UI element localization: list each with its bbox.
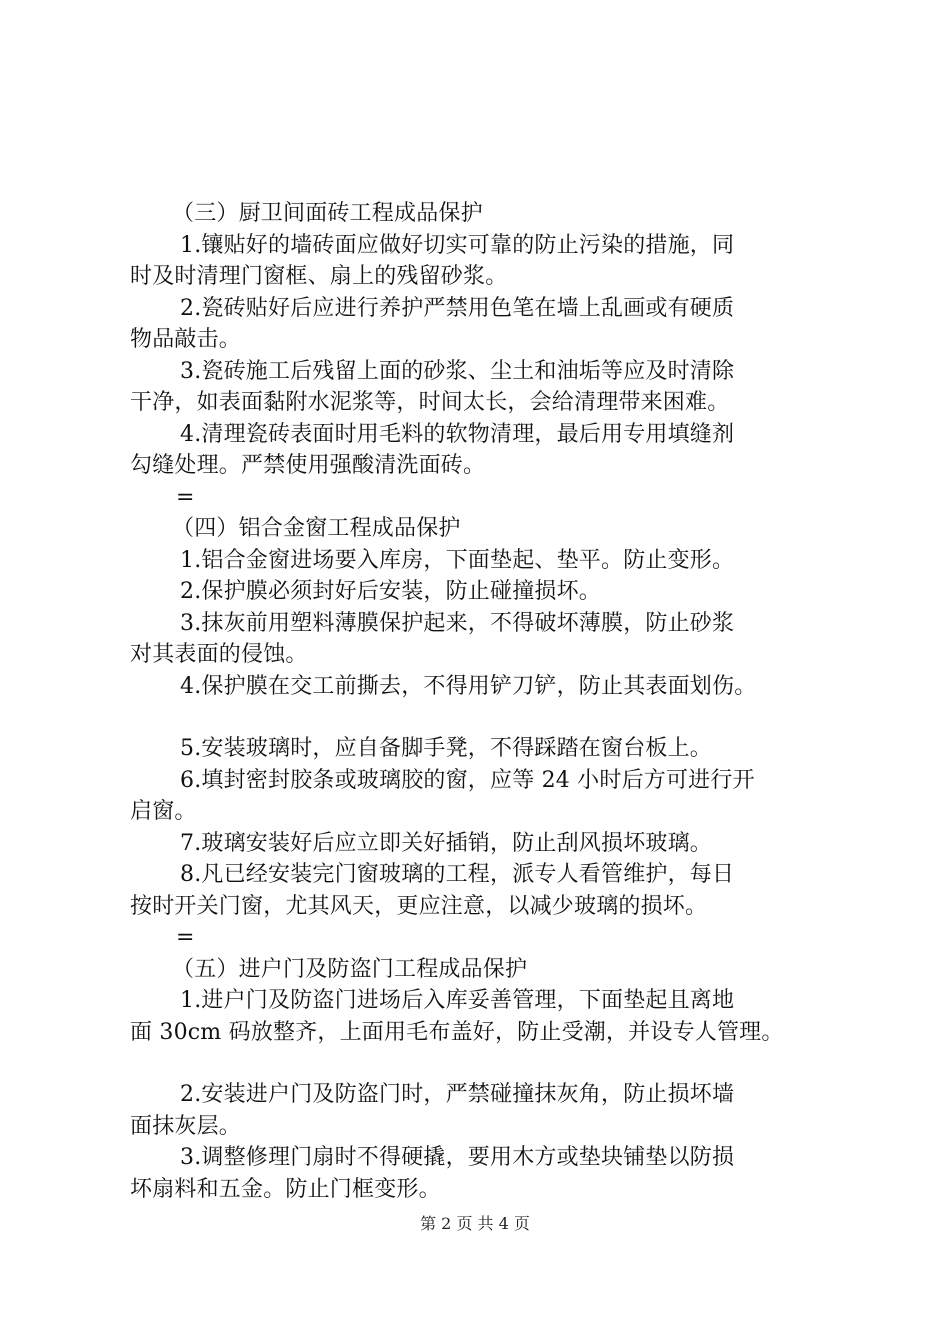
paragraph-line: 6.填封密封胶条或玻璃胶的窗，应等 24 小时后方可进行开 (180, 767, 755, 793)
section-heading: （五）进户门及防盗门工程成品保护 (172, 956, 528, 982)
paragraph-line: 1.进户门及防盗门进场后入库妥善管理，下面垫起且离地 (180, 988, 735, 1013)
paragraph-line: 3.瓷砖施工后残留上面的砂浆、尘土和油垢等应及时清除 (180, 358, 735, 384)
paragraph-line: 4.清理瓷砖表面时用毛料的软物清理，最后用专用填缝剂 (180, 421, 735, 447)
section-heading: （四）铝合金窗工程成品保护 (172, 516, 461, 541)
paragraph-line: 7.玻璃安装好后应立即关好插销，防止刮风损坏玻璃。 (180, 830, 712, 856)
paragraph-line: 时及时清理门窗框、扇上的残留砂浆。 (130, 264, 508, 289)
separator-mark: = (176, 925, 195, 950)
paragraph-line: 8.凡已经安装完门窗玻璃的工程，派专人看管维护，每日 (180, 862, 735, 887)
paragraph-line: 2.安装进户门及防盗门时，严禁碰撞抹灰角，防止损坏墙 (180, 1082, 735, 1107)
paragraph-line: 2.保护膜必须封好后安装，防止碰撞损坏。 (180, 579, 601, 604)
paragraph-line: 1.镶贴好的墙砖面应做好切实可靠的防止污染的措施，同 (180, 232, 735, 258)
blank-line (130, 702, 836, 733)
document-body (130, 198, 836, 1205)
blank-line (130, 1048, 836, 1079)
paragraph-line: 物品敲击。 (130, 327, 242, 352)
paragraph-line: 5.安装玻璃时，应自备脚手凳，不得踩踏在窗台板上。 (180, 736, 712, 761)
paragraph-line: 面 30cm 码放整齐，上面用毛布盖好，防止受潮，并设专人管理。 (130, 1019, 784, 1045)
paragraph-line: 按时开关门窗，尤其风天，更应注意，以减少玻璃的损坏。 (130, 893, 708, 919)
paragraph-line: 干净，如表面黏附水泥浆等，时间太长，会给清理带来困难。 (130, 390, 730, 415)
paragraph-line: 1.铝合金窗进场要入库房，下面垫起、垫平。防止变形。 (180, 547, 735, 573)
paragraph-line: 启窗。 (130, 799, 197, 824)
paragraph-line: 3.抹灰前用塑料薄膜保护起来，不得破坏薄膜，防止砂浆 (180, 610, 735, 636)
paragraph-line: 对其表面的侵蚀。 (130, 642, 308, 667)
section-heading: （三）厨卫间面砖工程成品保护 (172, 201, 483, 226)
paragraph-line: 面抹灰层。 (130, 1113, 242, 1139)
page-footer: 第 2 页 共 4 页 (420, 1214, 530, 1233)
paragraph-line: 勾缝处理。严禁使用强酸清洗面砖。 (130, 453, 486, 478)
paragraph-line: 3.调整修理门扇时不得硬撬，要用木方或垫块铺垫以防损 (180, 1145, 735, 1170)
paragraph-line: 2.瓷砖贴好后应进行养护严禁用色笔在墙上乱画或有硬质 (180, 295, 735, 321)
paragraph-line: 坏扇料和五金。防止门框变形。 (130, 1176, 441, 1202)
separator-mark: = (176, 484, 195, 510)
paragraph-line: 4.保护膜在交工前撕去，不得用铲刀铲，防止其表面划伤。 (180, 673, 757, 699)
